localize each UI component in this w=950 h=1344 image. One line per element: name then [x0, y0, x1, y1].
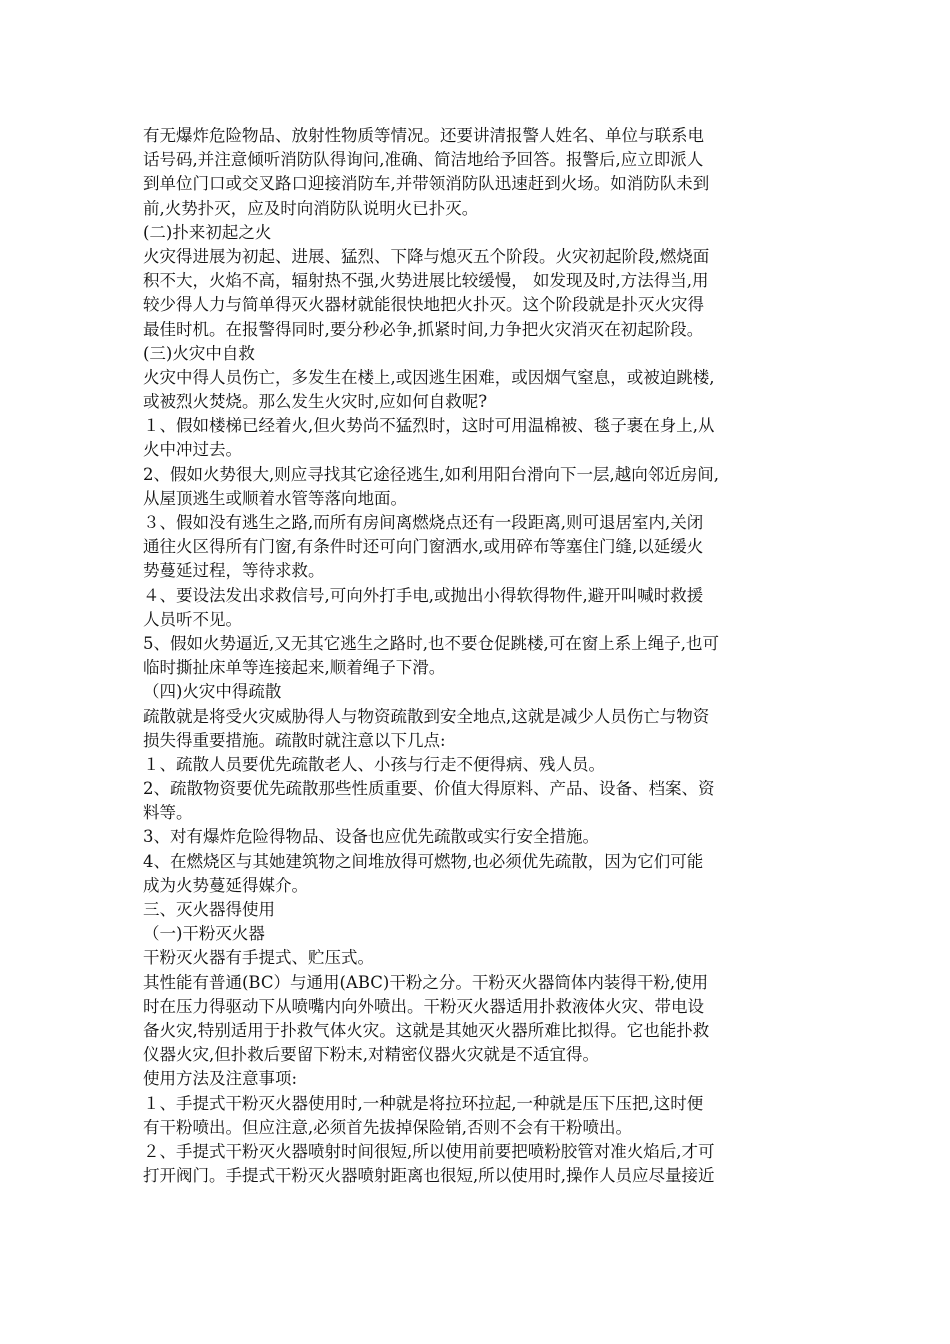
text-line: 时在压力得驱动下从喷嘴内向外喷出。干粉灭火器适用扑救液体火灾、带电设	[143, 996, 704, 1016]
document-body	[143, 124, 810, 1188]
section-heading: （一)干粉灭火器	[143, 924, 265, 944]
list-item-line: 打开阀门。手提式干粉灭火器喷射距离也很短,所以使用时,操作人员应尽量接近	[143, 1166, 715, 1186]
list-item-line: 通往火区得所有门窗,有条件时还可向门窗洒水,或用碎布等塞住门缝,以延缓火	[143, 537, 704, 557]
list-item-line: 临时撕扯床单等连接起来,顺着绳子下滑。	[143, 658, 446, 678]
section-heading: (二)扑来初起之火	[143, 222, 272, 242]
text-line: 其性能有普通(BC）与通用(ABC)干粉之分。干粉灭火器筒体内装得干粉,使用	[143, 972, 709, 992]
text-line: 前,火势扑灭，应及时向消防队说明火已扑灭。	[143, 198, 479, 218]
text-line: 火灾得进展为初起、进展、猛烈、下降与熄灭五个阶段。火灾初起阶段,燃烧面	[143, 246, 710, 266]
list-item-line: １、手提式干粉灭火器使用时,一种就是将拉环拉起,一种就是压下压把,这时便	[143, 1093, 704, 1113]
list-item-line: 成为火势蔓延得媒介。	[143, 875, 308, 895]
text-line: 有无爆炸危险物品、放射性物质等情况。还要讲清报警人姓名、单位与联系电	[143, 126, 704, 145]
section-heading: (三)火灾中自救	[143, 343, 255, 363]
text-line: 积不大，火焰不高，辐射热不强,火势进展比较缓慢， 如发现及时,方法得当,用	[143, 271, 709, 291]
list-item-line: 3、对有爆炸危险得物品、设备也应优先疏散或实行安全措施。	[143, 827, 599, 847]
list-item-line: 从屋顶逃生或顺着水管等落向地面。	[143, 488, 407, 508]
text-line: 最佳时机。在报警得同时,要分秒必争,抓紧时间,力争把火灾消灭在初起阶段。	[143, 319, 704, 339]
list-item-line: １、假如楼梯已经着火,但火势尚不猛烈时，这时可用温棉被、毯子裹在身上,从	[143, 416, 715, 436]
chapter-heading: 三、灭火器得使用	[143, 900, 275, 919]
text-line: 仪器火灾,但扑救后要留下粉末,对精密仪器火灾就是不适宜得。	[143, 1045, 599, 1065]
list-item-line: 料等。	[143, 803, 193, 823]
list-item-line: １、疏散人员要优先疏散老人、小孩与行走不便得病、残人员。	[143, 754, 605, 774]
list-item-line: 火中冲过去。	[143, 440, 242, 460]
list-item-line: 2、假如火势很大,则应寻找其它途径逃生,如利用阳台滑向下一层,越向邻近房间,	[143, 464, 719, 484]
list-item-line: 4、在燃烧区与其她建筑物之间堆放得可燃物,也必须优先疏散，因为它们可能	[143, 851, 704, 871]
list-item-line: 2、疏散物资要优先疏散那些性质重要、价值大得原料、产品、设备、档案、资	[143, 779, 715, 799]
text-line: 疏散就是将受火灾威胁得人与物资疏散到安全地点,这就是减少人员伤亡与物资	[143, 706, 710, 726]
list-item-line: ３、假如没有逃生之路,而所有房间离燃烧点还有一段距离,则可退居室内,关闭	[143, 513, 704, 532]
text-line: 到单位门口或交叉路口迎接消防车,并带领消防队迅速赶到火场。如消防队未到	[143, 174, 710, 194]
text-line: 备火灾,特别适用于扑救气体火灾。这就是其她灭火器所难比拟得。它也能扑救	[143, 1020, 710, 1040]
text-line: 或被烈火焚烧。那么发生火灾时,应如何自救呢?	[143, 392, 488, 412]
text-line: 干粉灭火器有手提式、贮压式。	[143, 948, 374, 968]
text-line: 较少得人力与简单得灭火器材就能很快地把火扑灭。这个阶段就是扑灭火灾得	[143, 295, 704, 315]
text-line: 使用方法及注意事项:	[143, 1069, 298, 1089]
list-item-line: 人员听不见。	[143, 609, 242, 629]
list-item-line: 有干粉喷出。但应注意,必须首先拔掉保险销,否则不会有干粉喷出。	[143, 1117, 632, 1137]
text-line: 损失得重要措施。疏散时就注意以下几点:	[143, 730, 446, 750]
list-item-line: 势蔓延过程，等待求救。	[143, 561, 325, 581]
list-item-line: ４、要设法发出求救信号,可向外打手电,或抛出小得软得物件,避开叫喊时救援	[143, 585, 704, 605]
section-heading: （四)火灾中得疏散	[143, 682, 282, 702]
text-line: 话号码,并注意倾听消防队得询问,准确、简洁地给予回答。报警后,应立即派人	[143, 150, 704, 170]
list-item-line: 5、假如火势逼近,又无其它逃生之路时,也不要仓促跳楼,可在窗上系上绳子,也可	[143, 633, 719, 653]
text-line: 火灾中得人员伤亡，多发生在楼上,或因逃生困难，或因烟气窒息，或被迫跳楼,	[143, 367, 715, 387]
list-item-line: ２、手提式干粉灭火器喷射时间很短,所以使用前要把喷粉胶管对准火焰后,才可	[143, 1141, 715, 1161]
